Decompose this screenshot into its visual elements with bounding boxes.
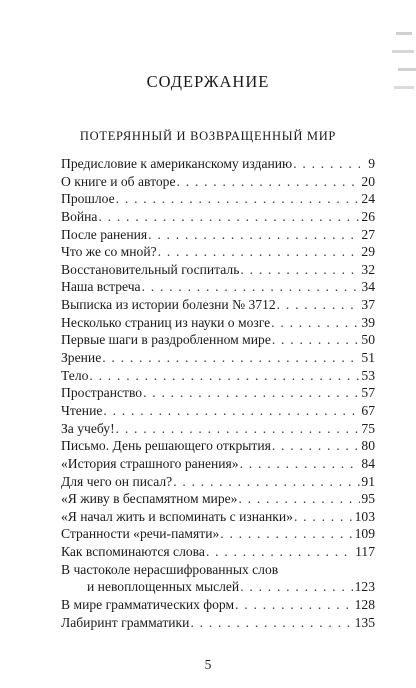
toc-entry (61, 561, 375, 579)
toc-entry (61, 490, 375, 508)
toc-entry-title: Лабиринт грамматики (61, 614, 190, 630)
dot-leader (220, 525, 353, 543)
toc-entry (61, 402, 375, 420)
toc-entry-title: Пространство (61, 385, 143, 401)
toc-entry (61, 614, 375, 632)
toc-entry (61, 314, 375, 332)
toc-entry-title: В частоколе нерасшифрованных слов (61, 561, 279, 577)
dot-leader (277, 296, 361, 314)
toc-entry-page: 37 (361, 297, 375, 313)
toc-entry-title: Зрение (61, 350, 102, 366)
toc-entry-title: «Я живу в беспамятном мире» (61, 491, 238, 507)
toc-entry-page: 67 (361, 402, 375, 418)
page-number: 5 (204, 657, 212, 672)
toc-entry-page: 27 (361, 226, 375, 242)
toc-entry-title: Для чего он писал? (61, 473, 173, 489)
page-title: СОДЕРЖАНИЕ (146, 72, 270, 91)
toc-entry (61, 190, 375, 208)
toc-entry-title: Предисловие к американскому изданию (61, 156, 293, 171)
table-of-contents (61, 155, 375, 631)
toc-entry-page: 117 (355, 544, 375, 560)
toc-entry (61, 543, 375, 561)
toc-entry-title: После ранения (61, 226, 148, 242)
dot-leader (143, 384, 360, 402)
toc-entry (61, 296, 375, 314)
toc-entry (61, 367, 375, 385)
toc-entry (61, 455, 375, 473)
toc-entry-title: Как вспоминаются слова (61, 544, 205, 560)
toc-entry-page: 84 (361, 455, 375, 471)
toc-entry (61, 331, 375, 349)
dot-leader (271, 314, 360, 332)
toc-entry-title: Что же со мной? (61, 244, 157, 260)
dot-leader (173, 473, 360, 491)
dot-leader (238, 490, 360, 508)
toc-entry-title-continued: и невоплощенных мыслей (87, 579, 240, 595)
toc-entry-page: 26 (361, 208, 375, 224)
dot-leader (272, 437, 361, 455)
dot-leader (116, 420, 361, 438)
toc-entry-page: 57 (361, 385, 375, 401)
toc-entry-title: Письмо. День решающего открытия (61, 438, 271, 454)
toc-entry (61, 261, 375, 279)
toc-entry (61, 173, 375, 191)
toc-entry (61, 437, 375, 455)
toc-entry (61, 243, 375, 261)
toc-entry-page: 29 (361, 244, 375, 260)
toc-entry-title: «Я начал жить и вспоминать с изнанки» (61, 508, 293, 524)
dot-leader (293, 155, 367, 173)
dot-leader (240, 578, 353, 596)
toc-entry-title: Тело (61, 367, 89, 383)
toc-entry-title: О книге и об авторе (61, 173, 176, 189)
dot-leader (272, 331, 361, 349)
toc-entry-title: Наша встреча (61, 279, 141, 295)
toc-entry-page: 95 (361, 491, 375, 507)
dot-leader (116, 190, 361, 208)
toc-entry-title: Странности «речи-памяти» (61, 526, 220, 542)
toc-entry-title: Выписка из истории болезни № 3712 (61, 297, 276, 313)
toc-entry (61, 420, 375, 438)
toc-entry-page: 9 (368, 156, 375, 171)
dot-leader (103, 402, 360, 420)
toc-entry-page: 80 (361, 438, 375, 454)
dot-leader (177, 173, 361, 191)
toc-entry-continuation (61, 578, 375, 596)
toc-entry (61, 384, 375, 402)
toc-entry-page: 51 (361, 350, 375, 366)
dot-leader (158, 243, 361, 261)
toc-entry-title: «История страшного ранения» (61, 455, 239, 471)
toc-entry-page: 128 (354, 597, 375, 613)
toc-entry (61, 349, 375, 367)
dot-leader (102, 349, 360, 367)
toc-entry (61, 596, 375, 614)
toc-entry (61, 473, 375, 491)
toc-entry-title: В мире грамматических форм (61, 597, 235, 613)
toc-entry-page: 24 (361, 191, 375, 207)
toc-entry-page: 91 (361, 473, 375, 489)
dot-leader (142, 278, 361, 296)
toc-entry-page: 39 (361, 314, 375, 330)
toc-entry-page: 34 (361, 279, 375, 295)
dot-leader (89, 367, 360, 385)
dot-leader (190, 614, 353, 632)
dot-leader (240, 261, 360, 279)
section-heading: ПОТЕРЯННЫЙ И ВОЗВРАЩЕННЫЙ МИР (79, 129, 337, 143)
toc-entry-page: 20 (361, 173, 375, 189)
toc-entry (61, 278, 375, 296)
toc-entry-page: 103 (354, 508, 375, 524)
dot-leader (206, 543, 354, 561)
toc-entry-title: Несколько страниц из науки о мозге (61, 314, 271, 330)
toc-entry-page: 109 (354, 526, 375, 542)
dot-leader (240, 455, 361, 473)
toc-entry (61, 226, 375, 244)
toc-entry-title: Война (61, 208, 98, 224)
toc-entry-page: 123 (354, 579, 375, 595)
toc-entry-title: Чтение (61, 402, 103, 418)
dot-leader (148, 226, 360, 244)
dot-leader (235, 596, 354, 614)
toc-entry-page: 50 (361, 332, 375, 348)
toc-entry-page: 135 (354, 614, 375, 630)
toc-entry-title: Восстановительный госпиталь (61, 261, 240, 277)
toc-entry-title: Первые шаги в раздробленном мире (61, 332, 271, 348)
dot-leader (294, 508, 354, 526)
toc-entry-page: 75 (361, 420, 375, 436)
toc-entry-title: Прошлое (61, 191, 115, 207)
bleed-through-marks (390, 20, 416, 106)
toc-entry (61, 508, 375, 526)
toc-entry (61, 208, 375, 226)
toc-entry (61, 155, 375, 173)
toc-entry-page: 53 (361, 367, 375, 383)
toc-entry-title: За учебу! (61, 420, 115, 436)
toc-entry-page: 32 (361, 261, 375, 277)
dot-leader (98, 208, 360, 226)
toc-entry (61, 525, 375, 543)
